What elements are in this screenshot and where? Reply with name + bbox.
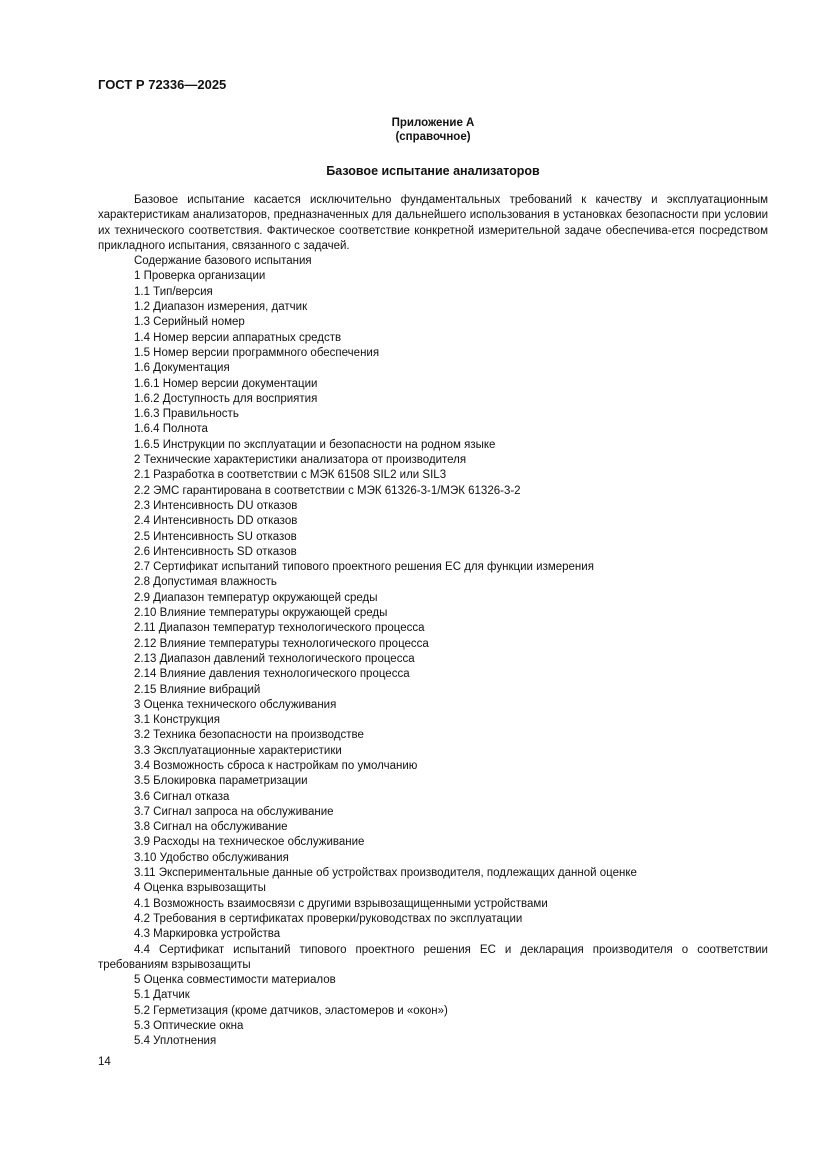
document-code: ГОСТ Р 72336—2025 [98,77,227,92]
list-item: 1.6.2 Доступность для восприятия [134,392,318,405]
list-item: 2.8 Допустимая влажность [134,576,277,589]
list-item: 2.7 Сертификат испытаний типового проектного решения ЕС для функции измерения [134,561,594,574]
list-item: 2.15 Влияние вибраций [134,683,261,696]
annex-subtitle: (справочное) [395,131,471,143]
list-item: 1.6.1 Номер версии документации [134,377,318,390]
annex-title: Приложение А [391,117,475,129]
list-item: 1.6 Документация [134,362,230,375]
list-item: 3.10 Удобство обслуживания [134,851,289,864]
list-item: 5.1 Датчик [134,989,190,1002]
list-item: 5.2 Герметизация (кроме датчиков, эластомеров и «окон») [134,1004,448,1017]
list-item: 1.2 Диапазон измерения, датчик [134,301,308,314]
list-item: 3.11 Экспериментальные данные об устройствах производителя, подлежащих данной оценке [134,867,637,880]
list-item: 4.1 Возможность взаимосвязи с другими взрывозащищенными устройствами [134,897,548,910]
list-item: 2.14 Влияние давления технологического процесса [134,668,410,681]
list-item: 4.3 Маркировка устройства [134,928,281,941]
list-item: 5.4 Уплотнения [134,1035,217,1048]
list-item: 1.6.4 Полнота [134,423,208,436]
list-item: 3.4 Возможность сброса к настройкам по умолчанию [134,759,418,772]
list-item: 4.2 Требования в сертификатах проверки/руководствах по эксплуатации [134,912,523,925]
list-item: 2 Технические характеристики анализатора от производителя [134,454,467,467]
annex-heading [98,116,768,144]
list-item: 3 Оценка технического обслуживания [134,698,337,711]
list-item: 2.11 Диапазон температур технологического процесса [134,622,425,635]
list-heading: Содержание базового испытания [134,255,312,268]
list-item: 2.4 Интенсивность DD отказов [134,515,298,528]
list-item: 2.2 ЭМС гарантирована в соответствии с МЭК 61326-3-1/МЭК 61326-3-2 [134,484,521,497]
list-item: 3.9 Расходы на техническое обслуживание [134,836,365,849]
list-item: 3.1 Конструкция [134,714,220,727]
list-item: 2.9 Диапазон температур окружающей среды [134,591,378,604]
list-item: 2.13 Диапазон давлений технологического процесса [134,652,415,665]
list-item: 1.6.5 Инструкции по эксплуатации и безопасности на родном языке [134,438,496,451]
list-item: 1.3 Серийный номер [134,316,245,329]
list-item: 5.3 Оптические окна [134,1020,244,1033]
list-item: 3.2 Техника безопасности на производстве [134,729,364,742]
list-item: 1.6.3 Правильность [134,408,239,421]
list-item: 4 Оценка взрывозащиты [134,882,266,895]
list-item: 3.7 Сигнал запроса на обслуживание [134,805,334,818]
list-item: 1 Проверка организации [134,270,266,283]
list-item: 2.3 Интенсивность DU отказов [134,499,298,512]
section-body [98,193,768,1050]
section-title: Базовое испытание анализаторов [326,164,540,178]
list-item: 2.1 Разработка в соответствии с МЭК 61508 SIL2 или SIL3 [134,469,447,482]
list-item: 4.4 Сертификат испытаний типового проектного решения ЕС и декларация производителя о соответствии требованиям взрывозащиты [98,943,768,971]
intro-paragraph: Базовое испытание касается исключительно фундаментальных требований к качеству и эксплуатационным характеристикам анализаторов, предназначенных для дальнейшего использования в установках безопасности при условии их технического соответствия. Фактическое соответствие конкретной измерительной задаче обеспечива-ется посредством прикладного испытания, связанного с задачей. [98,194,768,252]
list-item: 3.6 Сигнал отказа [134,790,230,803]
list-item: 2.5 Интенсивность SU отказов [134,530,297,543]
page-number: 14 [98,1056,111,1068]
list-item: 2.6 Интенсивность SD отказов [134,545,297,558]
list-item: 1.4 Номер версии аппаратных средств [134,331,342,344]
list-item: 5 Оценка совместимости материалов [134,974,336,987]
list-item: 1.1 Тип/версия [134,285,213,298]
list-item: 1.5 Номер версии программного обеспечения [134,346,380,359]
list-item: 2.12 Влияние температуры технологического процесса [134,637,429,650]
test-contents-list [98,254,768,1049]
list-item: 3.8 Сигнал на обслуживание [134,821,288,834]
list-item: 3.5 Блокировка параметризации [134,775,308,788]
list-item: 2.10 Влияние температуры окружающей среды [134,607,388,620]
list-item: 3.3 Эксплуатационные характеристики [134,744,342,757]
